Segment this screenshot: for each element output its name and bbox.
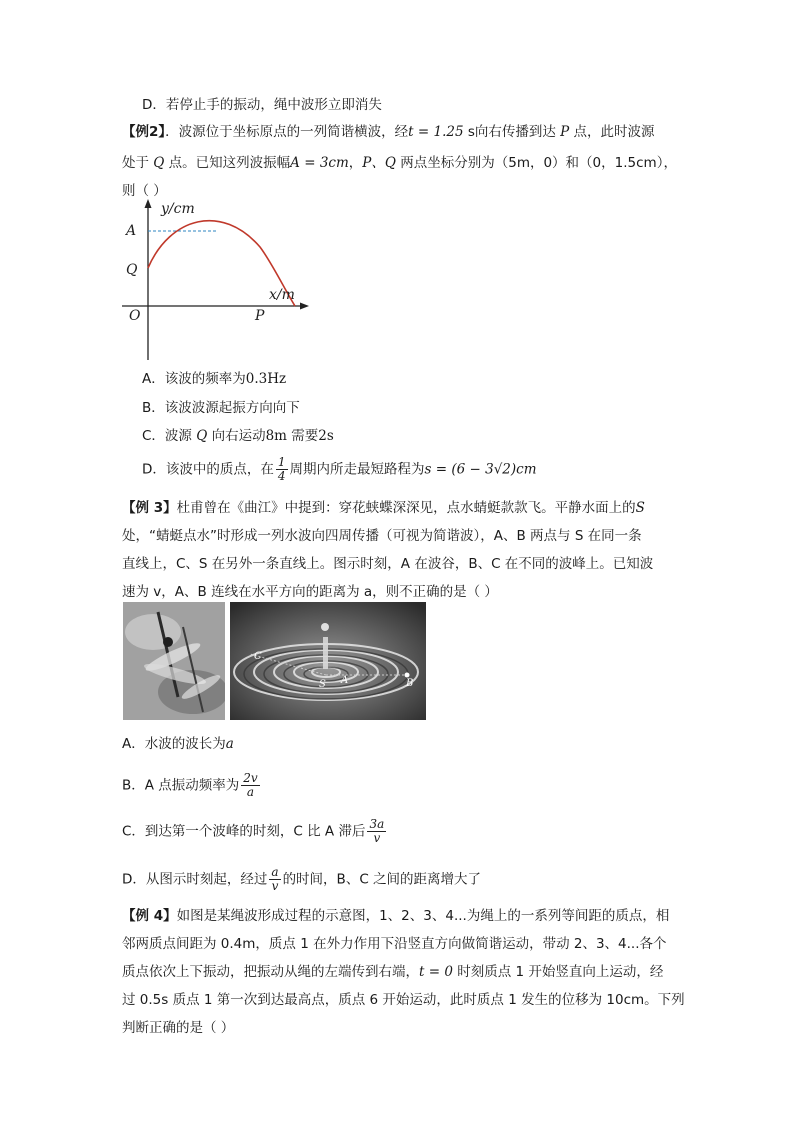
- y-axis-arrow: [145, 199, 152, 208]
- y-axis-label: y/cm: [161, 201, 195, 217]
- example2-line2: 处于 Q 点。已知这列波振幅A = 3cm，P、Q 两点坐标分别为（5m，0）和（0，1.5cm），: [122, 155, 677, 171]
- example3-option-c: C．到达第一个波峰的时刻，C 比 A 滞后 $\frac{3a}{v}$: [122, 817, 385, 845]
- example3-option-a: A．水波的波长为a: [122, 736, 234, 752]
- example4-line2: 邻两质点间距为 0.4m，质点 1 在外力作用下沿竖直方向做简谐运动，带动 2、3、4...各个: [122, 936, 667, 952]
- label-Q: Q: [126, 262, 138, 278]
- example2-option-d: D．该波中的质点，在 $\frac{1}{4}$ 周期内所走最短路程为s = (6 − 3√2)cm: [142, 455, 537, 483]
- x-axis-arrow: [300, 303, 309, 310]
- example4-line5: 判断正确的是（ ）: [122, 1020, 235, 1036]
- label-P: P: [255, 308, 265, 324]
- quarter-fraction: $\frac{1}{4}$: [277, 455, 286, 483]
- x-axis-label: x/m: [269, 287, 295, 303]
- dragonfly-photo: [123, 602, 225, 720]
- water-ripple-photo: [230, 602, 426, 720]
- label-O: O: [129, 308, 141, 324]
- wave-graph: [110, 195, 310, 365]
- label-A: A: [126, 223, 137, 239]
- example2-option-a: A．该波的频率为0.3Hz: [142, 371, 287, 387]
- example2-tag: 【例2】: [122, 124, 166, 140]
- example4-tag: 【例 4】: [122, 908, 177, 924]
- photo-label-B: B: [406, 678, 414, 689]
- example4-line4: 过 0.5s 质点 1 第一次到达最高点，质点 6 开始运动，此时质点 1 发生的位移为 10cm。下列: [122, 992, 685, 1008]
- frequency-fraction: $\frac{2v}{a}$: [243, 771, 258, 799]
- example4-line1: 【例 4】如图是某绳波形成过程的示意图，1、2、3、4...为绳上的一系列等间距的质点，相: [122, 908, 670, 924]
- photo-label-C: C: [254, 651, 262, 662]
- example2-option-c: C．波源 Q 向右运动8m 需要2s: [142, 428, 334, 444]
- photo-label-S: S: [319, 679, 326, 690]
- example2-option-b: B．该波波源起振方向向下: [142, 400, 300, 416]
- example3-tag: 【例 3】: [122, 500, 177, 516]
- example3-option-d: D．从图示时刻起，经过 $\frac{a}{v}$ 的时间，B、C 之间的距离增大了: [122, 865, 482, 893]
- example3-line1: 【例 3】杜甫曾在《曲江》中提到：穿花蛱蝶深深见，点水蜻蜓款款飞。平静水面上的S: [122, 500, 645, 516]
- example3-line2: 处，“蜻蜓点水”时形成一列水波向四周传播（可视为简谐波），A、B 两点与 S 在同一条: [122, 528, 642, 544]
- example3-line4: 速为 v，A、B 连线在水平方向的距离为 a，则不正确的是（ ）: [122, 584, 498, 600]
- example3-option-b: B．A 点振动频率为 $\frac{2v}{a}$: [122, 771, 258, 799]
- example4-line3: 质点依次上下振动，把振动从绳的左端传到右端，t = 0 时刻质点 1 开始竖直向上运动，经: [122, 964, 664, 980]
- time-fraction: $\frac{a}{v}$: [271, 865, 279, 893]
- example2-line1: 【例2】．波源位于坐标原点的一列简谐横波，经t = 1.25 s向右传播到达 P 点，此时波源: [122, 124, 655, 140]
- example2-line3: 则（ ）: [122, 183, 167, 199]
- prev-question-option-d: D．若停止手的振动，绳中波形立即消失: [142, 97, 382, 113]
- photo-label-A: A: [341, 675, 349, 686]
- delay-fraction: $\frac{3a}{v}$: [369, 817, 385, 845]
- example3-line3: 直线上，C、S 在另外一条直线上。图示时刻，A 在波谷，B、C 在不同的波峰上。已知波: [122, 556, 654, 572]
